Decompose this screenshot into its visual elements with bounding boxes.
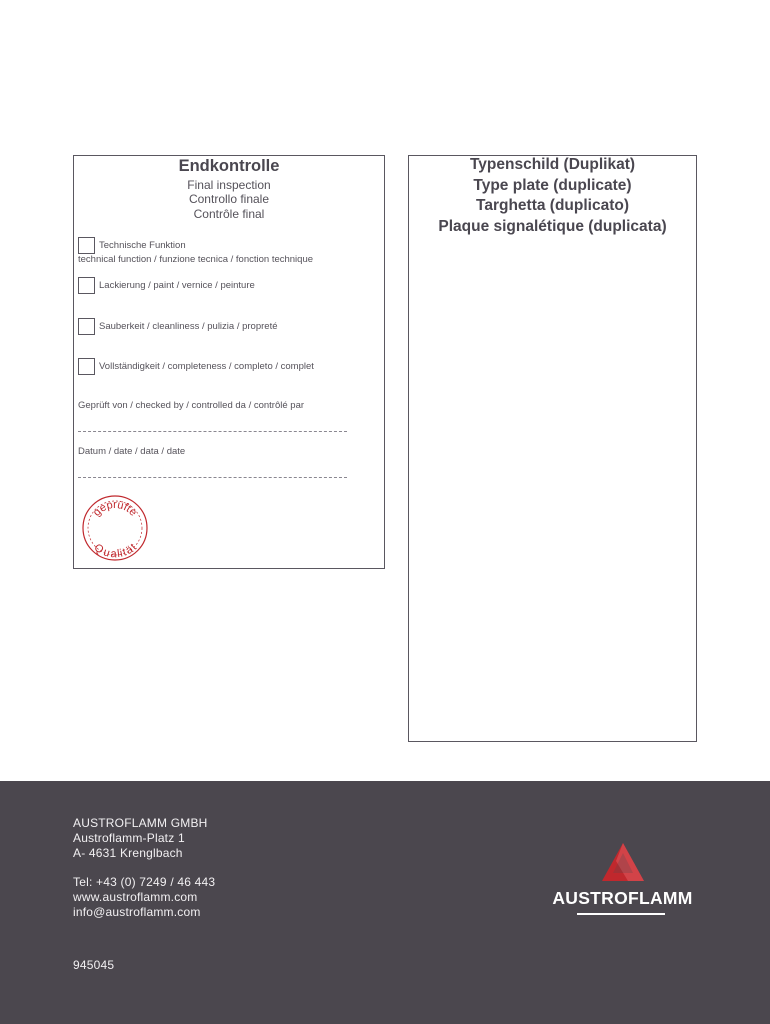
type-plate-title-de: Typenschild (Duplikat) bbox=[469, 156, 636, 173]
stamp-bottom-text: Qualität bbox=[91, 541, 139, 561]
company-street: Austroflamm-Platz 1 bbox=[73, 831, 185, 845]
date-label: Datum / date / data / date bbox=[78, 446, 186, 457]
type-plate-title-fr: Plaque signalétique (duplicata) bbox=[438, 218, 667, 235]
svg-text:Qualität bbox=[92, 542, 139, 561]
check-label: Technische Funktion bbox=[99, 240, 186, 251]
date-line[interactable] bbox=[78, 477, 347, 478]
check-label: Lackierung / paint / vernice / peinture bbox=[99, 280, 255, 291]
footer bbox=[0, 781, 770, 1024]
document-code: 945045 bbox=[73, 958, 115, 972]
subtitle-fr: Contrôle final bbox=[193, 207, 265, 221]
checked-by-signature-line[interactable] bbox=[78, 431, 347, 432]
check-label: Sauberkeit / cleanliness / pulizia / propreté bbox=[99, 321, 278, 332]
check-label: Vollständigkeit / completeness / completo / complet bbox=[99, 361, 314, 372]
quality-stamp-icon bbox=[81, 494, 149, 562]
austroflamm-logo bbox=[545, 841, 700, 916]
checkbox[interactable] bbox=[78, 358, 95, 375]
company-phone: Tel: +43 (0) 7249 / 46 443 bbox=[73, 875, 216, 889]
checked-by-label: Geprüft von / checked by / controlled da / contrôlé par bbox=[78, 400, 305, 411]
logo-wordmark: AUSTROFLAMM bbox=[552, 888, 693, 908]
company-city: A- 4631 Krenglbach bbox=[73, 846, 183, 860]
type-plate-box bbox=[408, 155, 697, 742]
checkbox[interactable] bbox=[78, 237, 95, 254]
final-inspection-title: Endkontrolle bbox=[178, 157, 280, 175]
logo-underline bbox=[577, 913, 665, 915]
subtitle-it: Controllo finale bbox=[188, 192, 270, 206]
flame-triangle-icon bbox=[600, 841, 646, 883]
checkbox[interactable] bbox=[78, 277, 95, 294]
checkbox[interactable] bbox=[78, 318, 95, 335]
type-plate-title-en: Type plate (duplicate) bbox=[473, 177, 632, 194]
company-name: AUSTROFLAMM GMBH bbox=[73, 816, 208, 830]
type-plate-title-it: Targhetta (duplicato) bbox=[476, 197, 629, 214]
svg-text:geprüfte bbox=[91, 499, 139, 519]
company-email[interactable]: info@austroflamm.com bbox=[73, 905, 201, 919]
company-website[interactable]: www.austroflamm.com bbox=[73, 890, 198, 904]
subtitle-en: Final inspection bbox=[187, 178, 271, 192]
final-inspection-box bbox=[73, 155, 385, 569]
check-label-multilang: technical function / funzione tecnica / fonction technique bbox=[78, 254, 314, 265]
stamp-top-text: geprüfte bbox=[90, 499, 140, 519]
